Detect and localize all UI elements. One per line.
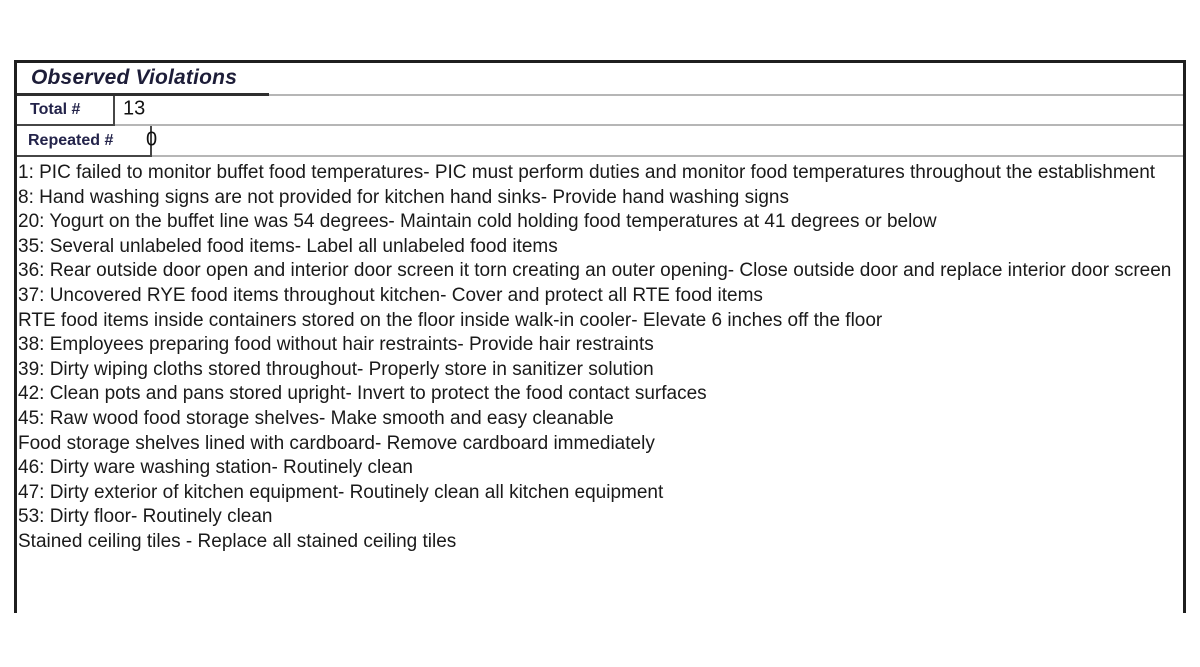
repeated-value: 0 [146,128,158,151]
violation-item: 1: PIC failed to monitor buffet food temperatures- PIC must perform duties and monitor food temperatures throughout the establishment [18,162,1156,183]
violation-item: 47: Dirty exterior of kitchen equipment- Routinely clean all kitchen equipment [18,481,664,503]
total-label: Total # [30,101,81,118]
violation-item: 38: Employees preparing food without hair restraints- Provide hair restraints [18,334,654,356]
section-title: Observed Violations [31,66,238,89]
total-value: 13 [123,97,146,120]
violation-item: 37: Uncovered RYE food items throughout kitchen- Cover and protect all RTE food items [18,284,763,306]
total-label-cell [17,96,115,126]
violation-item: RTE food items inside containers stored on the floor inside walk-in cooler- Elevate 6 inches off the floor [18,309,883,331]
violation-item: Stained ceiling tiles - Replace all stained ceiling tiles [18,530,457,552]
violation-item: 42: Clean pots and pans stored upright- Invert to protect the food contact surfaces [18,383,707,405]
violation-item: 8: Hand washing signs are not provided for kitchen hand sinks- Provide hand washing signs [18,186,790,208]
section-header-cell [17,63,269,96]
total-row [17,96,1183,126]
observed-violations-panel [14,60,1186,613]
violation-item: Food storage shelves lined with cardboard- Remove cardboard immediately [18,432,655,454]
violation-item: 36: Rear outside door open and interior door screen it torn creating an outer opening- Close outside door and replace interior door screen [18,260,1172,282]
violation-item: 39: Dirty wiping cloths stored throughout- Properly store in sanitizer solution [18,358,654,380]
violation-item: 53: Dirty floor- Routinely clean [18,506,273,528]
violation-item: 45: Raw wood food storage shelves- Make smooth and easy cleanable [18,407,614,429]
repeated-label-cell [17,126,152,157]
violation-item: 46: Dirty ware washing station- Routinely clean [18,457,413,479]
violations-list [17,157,1183,555]
section-header-row [17,63,1183,96]
repeated-row [17,126,1183,157]
repeated-label: Repeated # [28,131,114,149]
violation-item: 35: Several unlabeled food items- Label all unlabeled food items [18,235,558,257]
violation-item: 20: Yogurt on the buffet line was 54 degrees- Maintain cold holding food temperatures at 41 degrees or below [18,211,937,233]
